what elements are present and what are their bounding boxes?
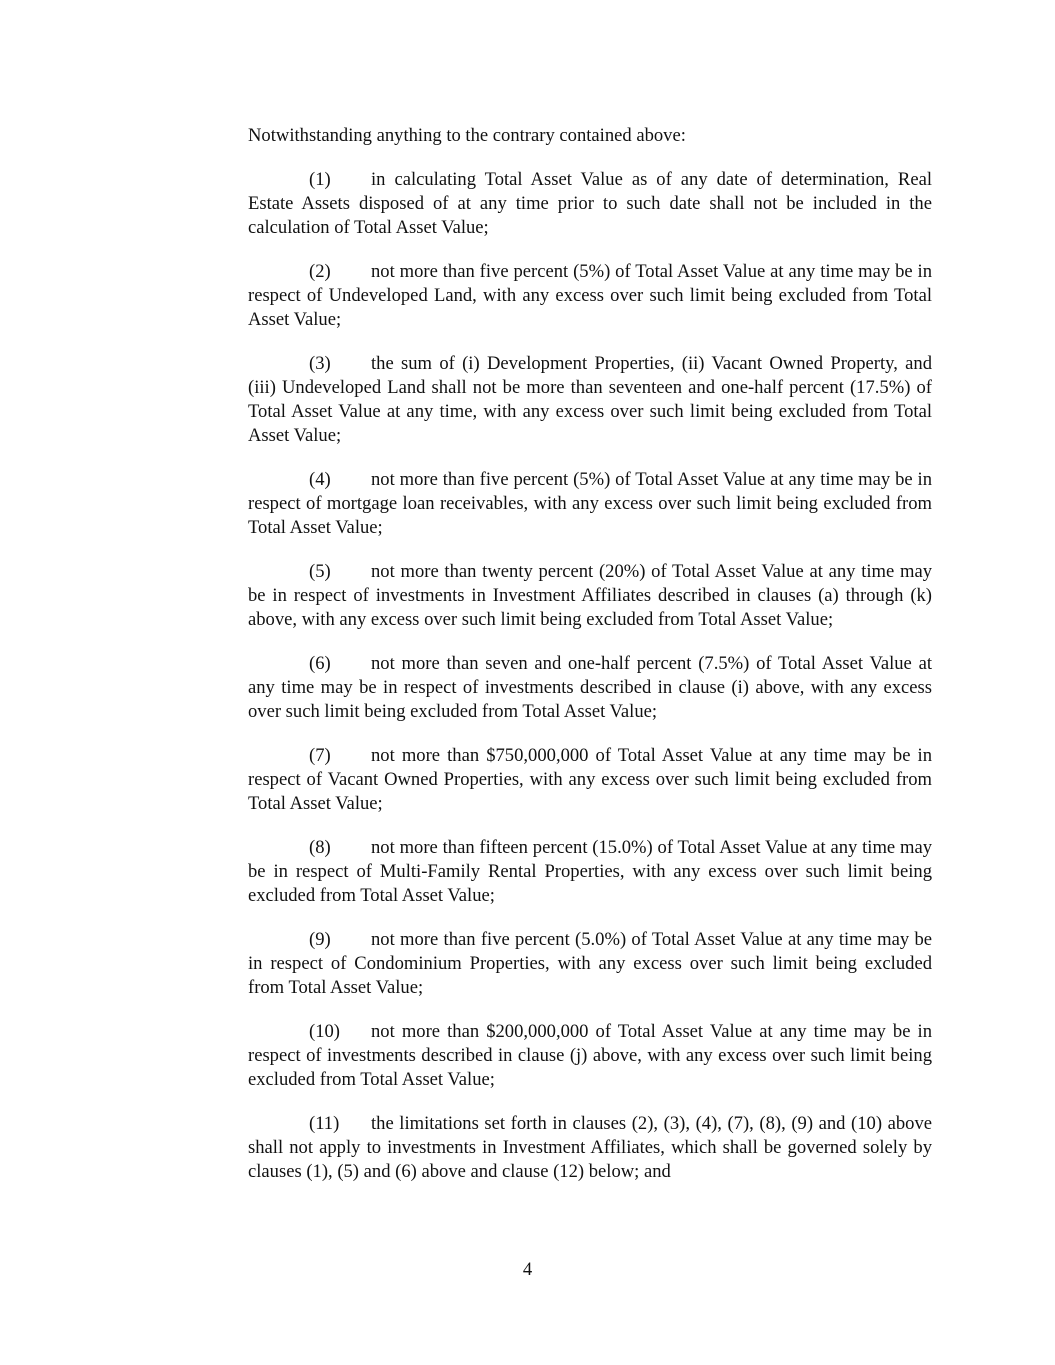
clause-text: not more than five percent (5.0%) of Total Asset Value at any time may be in respect of Condominium Properties, with any excess over such limit being excluded from Total Asset Value;	[248, 929, 932, 998]
clause-2	[248, 260, 932, 332]
intro-paragraph: Notwithstanding anything to the contrary contained above:	[248, 125, 686, 146]
clause-number: (7)	[309, 745, 331, 766]
clause-7	[248, 744, 932, 816]
clause-number: (4)	[309, 469, 331, 490]
clause-number: (3)	[309, 353, 331, 374]
clause-text: not more than seven and one-half percent (7.5%) of Total Asset Value at any time may be in respect of investments described in clause (i) above, with any excess over such limit being excluded from Total Asset Value;	[248, 653, 932, 722]
clause-text: in calculating Total Asset Value as of any date of determination, Real Estate Assets disposed of at any time prior to such date shall not be included in the calculation of Total Asset Value;	[248, 169, 932, 238]
clause-6	[248, 652, 932, 724]
clause-11	[248, 1112, 932, 1184]
clause-text: not more than $750,000,000 of Total Asset Value at any time may be in respect of Vacant Owned Properties, with any excess over such limit being excluded from Total Asset Value;	[248, 745, 932, 814]
clause-8	[248, 836, 932, 908]
clause-number: (10)	[309, 1021, 340, 1042]
clause-number: (6)	[309, 653, 331, 674]
clause-text: not more than five percent (5%) of Total Asset Value at any time may be in respect of Undeveloped Land, with any excess over such limit being excluded from Total Asset Value;	[248, 261, 932, 330]
document-body	[248, 124, 932, 1204]
clause-10	[248, 1020, 932, 1092]
clause-number: (11)	[309, 1113, 340, 1134]
clause-1	[248, 168, 932, 240]
clause-text: not more than twenty percent (20%) of Total Asset Value at any time may be in respect of investments in Investment Affiliates described in clauses (a) through (k) above, with any excess over such limit being excluded from Total Asset Value;	[248, 561, 932, 630]
clause-4	[248, 468, 932, 540]
clause-text: the limitations set forth in clauses (2), (3), (4), (7), (8), (9) and (10) above shall not apply to investments in Investment Affiliates, which shall be governed solely by clauses (1), (5) and (6) above and clause (12) below; and	[248, 1113, 932, 1182]
page-number: 4	[522, 1259, 533, 1280]
clause-number: (1)	[309, 169, 331, 190]
clause-text: the sum of (i) Development Properties, (ii) Vacant Owned Property, and (iii) Undeveloped Land shall not be more than seventeen and one-half percent (17.5%) of Total Asset Value at any time, with any excess over such limit being excluded from Total Asset Value;	[248, 353, 932, 446]
clause-number: (5)	[309, 561, 331, 582]
clause-number: (2)	[309, 261, 331, 282]
clause-text: not more than five percent (5%) of Total Asset Value at any time may be in respect of mortgage loan receivables, with any excess over such limit being excluded from Total Asset Value;	[248, 469, 932, 538]
clause-number: (9)	[309, 929, 331, 950]
clause-5	[248, 560, 932, 632]
clause-9	[248, 928, 932, 1000]
clause-3	[248, 352, 932, 448]
clause-text: not more than fifteen percent (15.0%) of Total Asset Value at any time may be in respect of Multi-Family Rental Properties, with any excess over such limit being excluded from Total Asset Value;	[248, 837, 932, 906]
clause-number: (8)	[309, 837, 331, 858]
clause-text: not more than $200,000,000 of Total Asset Value at any time may be in respect of investments described in clause (j) above, with any excess over such limit being excluded from Total Asset Value;	[248, 1021, 932, 1090]
